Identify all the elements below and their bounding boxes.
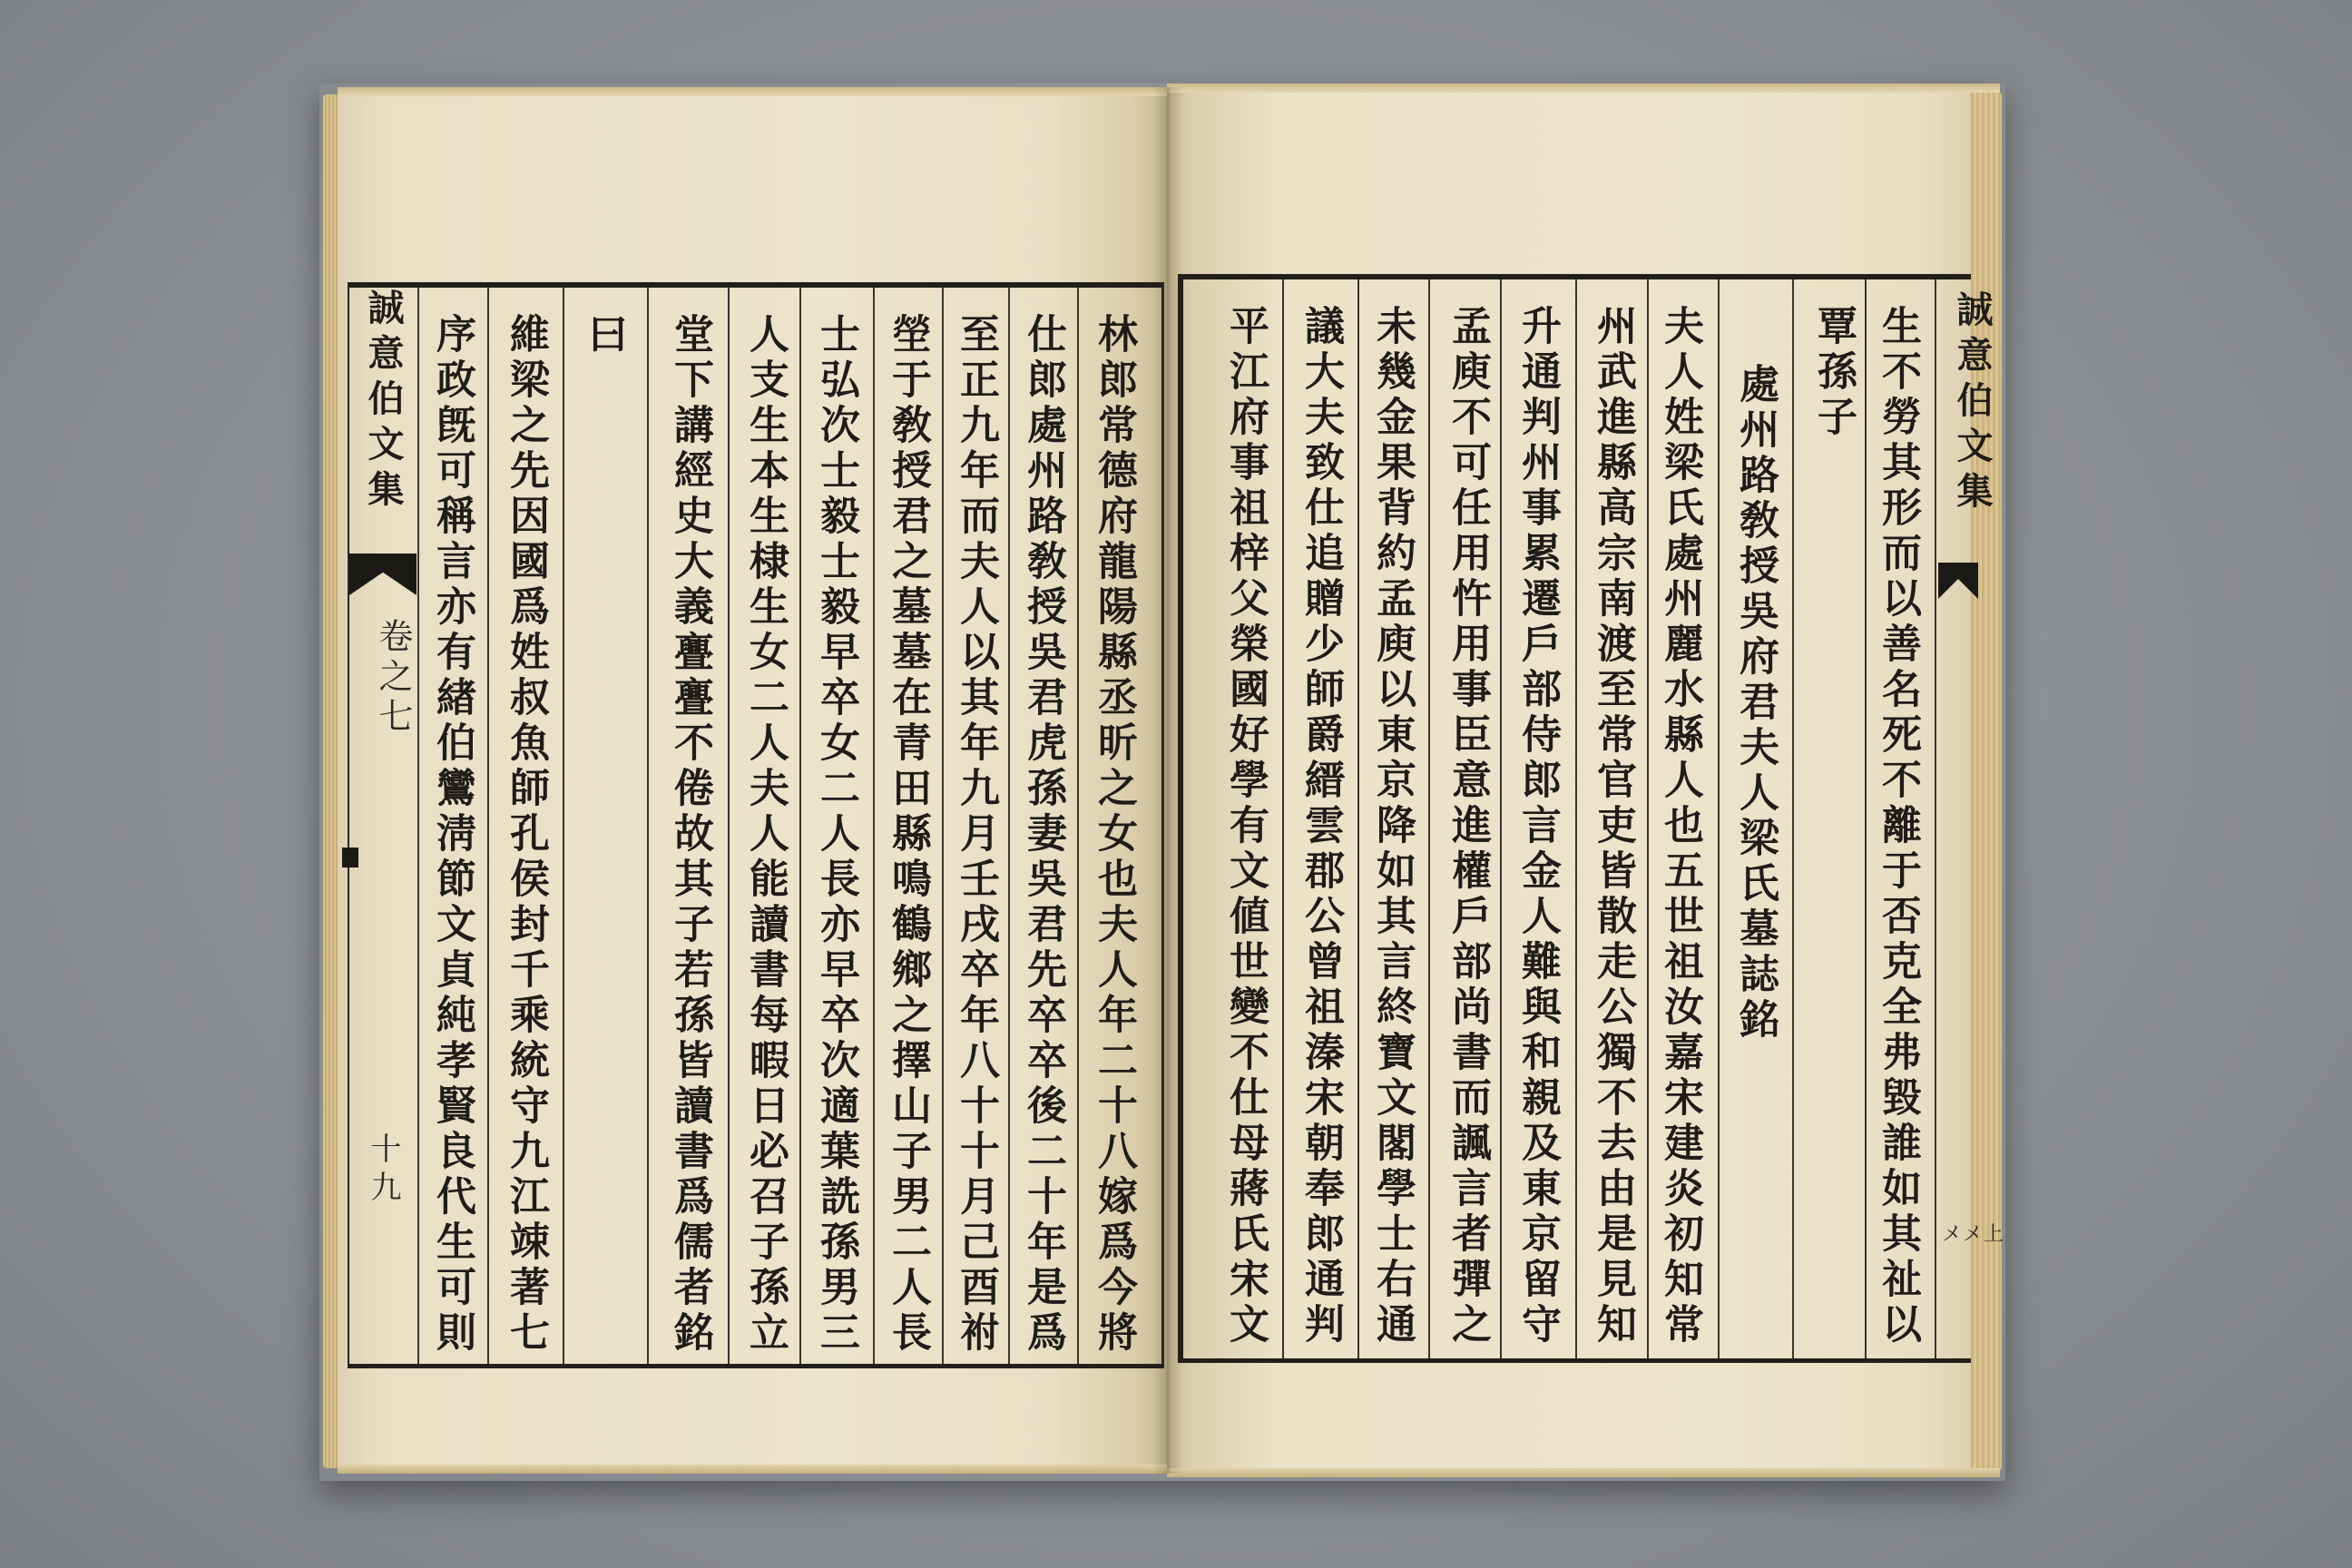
right-page-bottom-edge	[1167, 1468, 2000, 1477]
text-column: 州武進縣高宗南渡至常官吏皆散走公獨不去由是見知	[1590, 305, 1636, 1348]
inscription-heading: 處州路敎授吳府君夫人梁氏墓誌銘	[1732, 363, 1779, 1044]
right-page-top-edge	[1167, 83, 2000, 93]
margin-block-mark	[342, 848, 358, 867]
book-gutter-shadow	[1152, 87, 1183, 1474]
text-column: 夫人姓梁氏處州麗水縣人也五世祖汝嘉宋建炎初知常	[1657, 305, 1703, 1348]
text-column: 平江府事祖梓父榮國好學有文値世變不仕母蔣氏宋文	[1222, 305, 1269, 1348]
column-rule	[1935, 279, 1936, 1358]
margin-book-title: 誠意伯文集	[1951, 290, 1994, 517]
text-column: 堂下講經史大義亹亹不倦故其子若孫皆讀書爲儒者銘	[667, 313, 713, 1357]
margin-volume: 卷之七	[373, 618, 413, 738]
text-column: 未幾金果背約孟庾以東京降如其言終寶文閣學士右通	[1369, 305, 1416, 1348]
column-rule	[487, 288, 489, 1364]
text-column: 序政旣可稱言亦有緖伯鸞淸節文貞純孝賢良代生可則	[429, 313, 475, 1357]
text-column: 生不勞其形而以善名死不離于否克全弗毀誰如其祉以	[1875, 305, 1921, 1348]
text-column: 至正九年而夫人以其年九月壬戌卒年八十十月己酉祔	[953, 313, 999, 1357]
column-rule	[873, 288, 875, 1364]
column-rule	[728, 288, 730, 1364]
text-column: 覃孫子	[1810, 305, 1857, 441]
right-margin-clip	[1938, 272, 1994, 535]
column-rule	[1077, 288, 1079, 1364]
column-rule	[417, 288, 419, 1364]
text-column: 孟庾不可任用忤用事臣意進權戶部尚書而諷言者彈之	[1445, 305, 1491, 1348]
column-rule	[1575, 279, 1577, 1358]
text-column: 人支生本生棣生女二人夫人能讀書每暇日必召子孫立	[742, 313, 789, 1357]
column-rule	[1647, 279, 1649, 1358]
text-column: 議大夫致仕追贈少師爵縉雲郡公曾祖溱宋朝奉郎通判	[1298, 305, 1344, 1348]
column-rule	[1008, 288, 1010, 1364]
column-rule	[563, 288, 564, 1364]
text-column: 林郎常德府龍陽縣丞昕之女也夫人年二十八嫁爲今將	[1091, 313, 1137, 1357]
left-page-top-edge	[338, 87, 1167, 96]
text-column: 曰	[581, 313, 627, 358]
column-rule	[1792, 279, 1794, 1358]
column-rule	[1500, 279, 1502, 1358]
text-column: 仕郎處州路敎授吳君虎孫妻吳君先卒卒後二十年是爲	[1020, 313, 1066, 1357]
column-rule	[1282, 279, 1284, 1358]
left-page-bottom-edge	[338, 1465, 1167, 1474]
column-rule	[1718, 279, 1720, 1358]
column-rule	[799, 288, 801, 1364]
column-rule	[1428, 279, 1430, 1358]
column-rule	[942, 288, 944, 1364]
column-rule	[1357, 279, 1359, 1358]
margin-book-title: 誠意伯文集	[362, 289, 405, 515]
handwritten-note: メメ上	[1942, 1223, 2005, 1246]
text-column: 維梁之先因國爲姓叔魚師孔侯封千乘統守九江竦著七	[503, 313, 549, 1357]
text-column: 士弘次士毅士毅早卒女二人長亦早卒次適葉詵孫男三	[813, 313, 859, 1357]
column-rule	[647, 288, 649, 1364]
margin-folio-number: 十九	[365, 1132, 401, 1209]
text-column: 塋于敎授君之墓墓在青田縣鳴鶴鄉之擇山子男二人長	[885, 313, 931, 1357]
text-column: 升通判州事累遷戶部侍郎言金人難與和親及東京留守	[1514, 305, 1561, 1348]
column-rule	[1865, 279, 1867, 1358]
